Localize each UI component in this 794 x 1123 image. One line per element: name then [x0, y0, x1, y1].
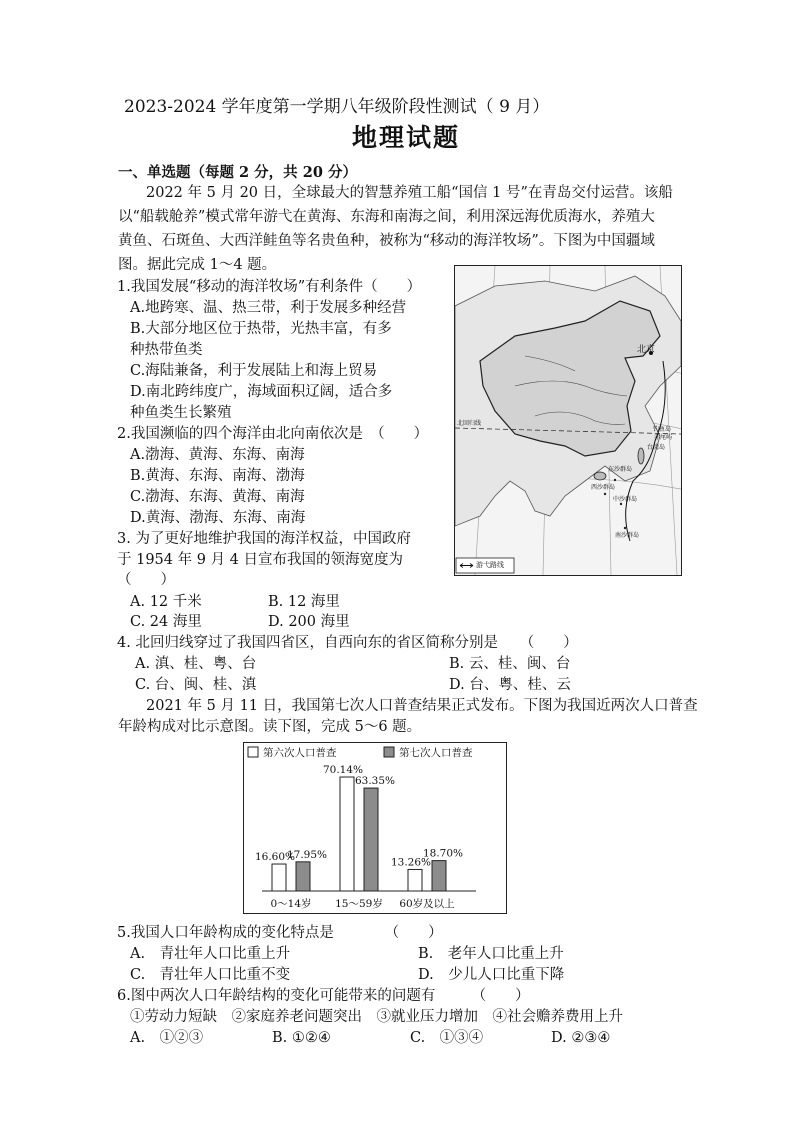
q1-option-a: A.地跨寒、温、热三带，利于发展多种经营	[130, 300, 407, 316]
map-label-xisha: 西沙群岛	[591, 484, 616, 491]
map-label-tropic: 北回归线	[457, 420, 482, 427]
map-legend-route: 游弋路线	[476, 561, 504, 569]
q2-option-b: B.黄海、东海、南海、渤海	[130, 468, 305, 484]
category-label: 60岁及以上	[399, 898, 455, 910]
q4-option-c: C. 台、闽、桂、滇	[135, 677, 257, 693]
q5-option-b: B. 老年人口比重上升	[418, 946, 564, 962]
map-label-chiwei: 赤尾屿	[654, 434, 673, 441]
map-label-zhongsha: 中沙群岛	[613, 496, 638, 503]
section-heading: 一、单选题（每题 2 分，共 20 分）	[118, 164, 357, 181]
bar	[296, 862, 310, 891]
q1-option-b: B.大部分地区位于热带，光热丰富，有多	[130, 321, 392, 337]
exam-title: 2023-2024 学年度第一学期八年级阶段性测试（ 9 月）	[124, 97, 550, 117]
china-territory-map	[454, 265, 682, 576]
q3-option-d: D. 200 海里	[268, 614, 350, 630]
q2-option-d: D.黄海、渤海、东海、南海	[130, 510, 306, 526]
q6-option-d: D. ②③④	[551, 1030, 611, 1046]
q1-option-d-cont: 种鱼类生长繁殖	[130, 405, 232, 421]
map-label-dongsha: 东沙群岛	[608, 466, 633, 473]
bar	[432, 861, 446, 891]
q4-option-a: A. 滇、桂、粤、台	[135, 656, 257, 672]
q4-stem: 4. 北回归线穿过了我国四省区，自西向东的省区简称分别是 （ ）	[117, 635, 578, 651]
data-label: 16.60%	[254, 851, 296, 864]
population-age-chart	[243, 742, 507, 914]
subject-title: 地理试题	[352, 123, 461, 152]
q1-stem: 1.我国发展“移动的海洋牧场”有利条件（ ）	[117, 279, 422, 295]
q6-items: ①劳动力短缺 ②家庭养老问题突出 ③就业压力增加 ④社会赡养费用上升	[130, 1009, 623, 1025]
legend-label: 第六次人口普查	[263, 747, 337, 759]
map-label-taiwan: 台湾岛	[647, 444, 666, 451]
data-label: 18.70%	[422, 847, 464, 860]
q1-option-b-cont: 种热带鱼类	[130, 342, 203, 358]
legend-label: 第七次人口普查	[399, 747, 473, 759]
bar	[340, 777, 354, 891]
intro-line-4: 图。据此完成 1～4 题。	[118, 257, 277, 273]
intro56-line-2: 年龄构成对比示意图。读下图，完成 5～6 题。	[118, 719, 422, 735]
map-graphic	[455, 266, 681, 575]
q1-option-d: D.南北跨纬度广，海域面积辽阔，适合多	[130, 384, 393, 400]
q3-stem-1: 3. 为了更好地维护我国的海洋权益，中国政府	[117, 531, 411, 547]
map-label-beijing: 北京	[637, 345, 656, 355]
q4-option-d: D. 台、粤、桂、云	[449, 677, 571, 693]
bar	[272, 864, 286, 891]
q2-option-c: C.渤海、东海、黄海、南海	[130, 489, 305, 505]
data-label: 13.26%	[390, 856, 432, 869]
q5-option-a: A. 青壮年人口比重上升	[130, 946, 291, 962]
intro56-line-1: 2021 年 5 月 11 日，我国第七次人口普查结果正式发布。下图为我国近两次人口普查	[146, 698, 698, 714]
bar	[408, 869, 422, 891]
intro-line-3: 黄鱼、石斑鱼、大西洋鲑鱼等名贵鱼种，被称为“移动的海洋牧场”。下图为中国疆域	[118, 233, 655, 249]
q3-option-c: C. 24 海里	[130, 614, 202, 630]
q3-stem-3: （ ）	[117, 572, 175, 588]
q6-option-a: A. ①②③	[130, 1030, 204, 1046]
q5-stem: 5.我国人口年龄构成的变化特点是 （ ）	[117, 925, 443, 941]
q4-option-b: B. 云、桂、闽、台	[449, 656, 571, 672]
q2-option-a: A.渤海、黄海、东海、南海	[130, 447, 305, 463]
category-label: 0～14岁	[270, 898, 312, 910]
q6-option-c: C. ①③④	[410, 1030, 484, 1046]
data-label: 63.35%	[354, 775, 396, 788]
q2-stem: 2.我国濒临的四个海洋由北向南依次是 （ ）	[117, 426, 429, 442]
map-label-diaoyu: 钓鱼岛	[653, 426, 672, 433]
intro-line-1: 2022 年 5 月 20 日，全球最大的智慧养殖工船“国信 1 号”在青岛交付运营。该船	[146, 185, 673, 201]
category-label: 15～59岁	[335, 898, 383, 910]
legend-swatch	[384, 747, 394, 757]
legend-swatch	[248, 747, 258, 757]
q5-option-c: C. 青壮年人口比重不变	[130, 967, 291, 983]
intro-line-2: 以“船载舱养”模式常年游弋在黄海、东海和南海之间，利用深远海优质海水，养殖大	[118, 209, 655, 225]
chart-svg	[244, 743, 506, 913]
data-label: 17.95%	[286, 848, 328, 861]
q3-option-b: B. 12 海里	[268, 594, 340, 610]
q5-option-d: D. 少儿人口比重下降	[418, 967, 565, 983]
q3-stem-2: 于 1954 年 9 月 4 日宣布我国的领海宽度为	[117, 552, 404, 568]
q1-option-c: C.海陆兼备，利于发展陆上和海上贸易	[130, 363, 378, 379]
q6-option-b: B. ①②④	[272, 1030, 331, 1046]
bar	[364, 788, 378, 891]
q3-option-a: A. 12 千米	[130, 594, 202, 610]
q6-stem: 6.图中两次人口年龄结构的变化可能带来的问题有 （ ）	[117, 988, 530, 1004]
map-label-nansha: 南沙群岛	[615, 532, 640, 539]
data-label: 70.14%	[322, 764, 364, 777]
